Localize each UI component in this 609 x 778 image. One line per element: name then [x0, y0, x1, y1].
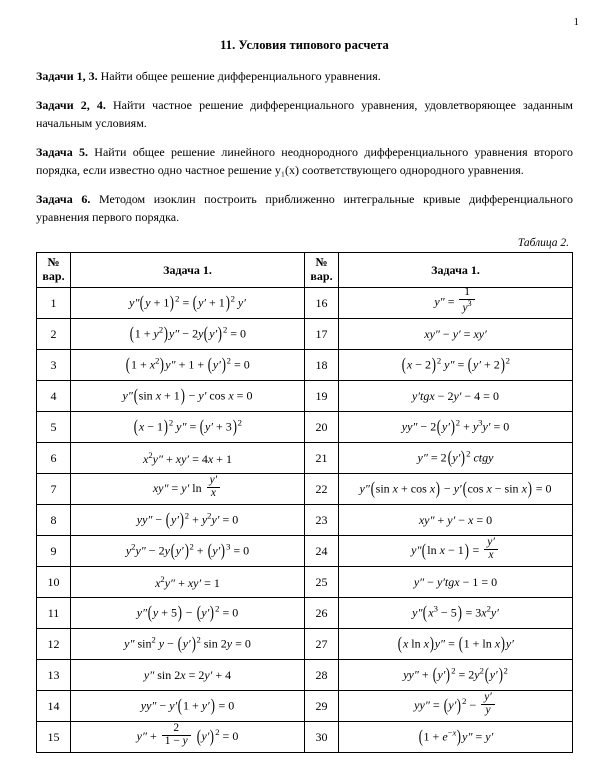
variant-number: 11: [37, 598, 71, 629]
equation-cell: xy″ = y′ ln $\frac{y'}{x}$: [71, 474, 305, 505]
header-num-line1: №: [315, 255, 328, 270]
paragraph-lead: Задача 6.: [36, 192, 91, 206]
header-num-line1: №: [47, 255, 60, 270]
variant-number: 22: [305, 474, 339, 505]
variant-number: 21: [305, 443, 339, 474]
equation-cell: y″(ln x − 1) = $\frac{y'}{x}$: [339, 536, 573, 567]
variant-number: 5: [37, 412, 71, 443]
equation-cell: $(1 + y^2)y'' - 2y(y')^2 = 0$: [71, 319, 305, 350]
page-number: 1: [573, 16, 579, 28]
table-row: [37, 629, 573, 660]
header-num-line2: вар.: [42, 269, 65, 283]
equation-cell: $y'' = 2(y')^2$ ctgy: [339, 443, 573, 474]
page-title: 11. Условия типового расчета: [220, 38, 389, 52]
variant-number: 12: [37, 629, 71, 660]
table-row: [37, 474, 573, 505]
equation-cell: $(x - 2)^2$ $y'' = (y' + 2)^2$: [339, 350, 573, 381]
equation-cell: $yy'' - 2(y')^2 + y^3y' = 0$: [339, 412, 573, 443]
equation-cell: y″ − y′tgx − 1 = 0: [339, 567, 573, 598]
variant-number: 19: [305, 381, 339, 412]
header-task-left: Задача 1.: [71, 253, 305, 288]
variant-number: 8: [37, 505, 71, 536]
equation-cell: $y^2y'' - 2y(y')^2 + (y')^3 = 0$: [71, 536, 305, 567]
table-row: [37, 598, 573, 629]
equation-cell: y″(sin x + cos x) − y′(cos x − sin x) = 0: [339, 474, 573, 505]
paragraph-tasks-1-3: [36, 67, 573, 85]
header-task-right: Задача 1.: [339, 253, 573, 288]
table-row: [37, 288, 573, 319]
equation-cell: y″ + $\frac{2}{1 - y}$ $(y')^2 = 0$: [71, 722, 305, 753]
table-row: [37, 722, 573, 753]
header-num-right: [305, 253, 339, 288]
variant-number: 30: [305, 722, 339, 753]
variant-number: 3: [37, 350, 71, 381]
table-row: [37, 319, 573, 350]
equation-cell: xy″ − y′ = xy′: [339, 319, 573, 350]
paragraph-lead: Задачи 1, 3.: [36, 69, 98, 83]
equation-cell: $(1 + x^2)y'' + 1 + (y')^2 = 0$: [71, 350, 305, 381]
paragraph-lead: Задача 5.: [36, 145, 88, 159]
paragraph-task-6: [36, 190, 573, 226]
variant-number: 17: [305, 319, 339, 350]
header-num-line2: вар.: [310, 269, 333, 283]
variant-number: 27: [305, 629, 339, 660]
equation-cell: $x^2y'' + xy' = 4x + 1$: [71, 443, 305, 474]
table-row: [37, 567, 573, 598]
variant-number: 26: [305, 598, 339, 629]
equation-cell: y′tgx − 2y′ − 4 = 0: [339, 381, 573, 412]
variant-number: 29: [305, 691, 339, 722]
equation-cell: $(x - 1)^2$ $y'' = (y' + 3)^2$: [71, 412, 305, 443]
paragraph-text: Найти общее решение дифференциального уравнения.: [97, 69, 381, 83]
variant-number: 15: [37, 722, 71, 753]
equation-cell: y″ = $\frac{1}{y^3}$: [339, 288, 573, 319]
variants-table: [36, 252, 573, 753]
equation-cell: yy″ − y′(1 + y′) = 0: [71, 691, 305, 722]
variant-number: 20: [305, 412, 339, 443]
table-row: [37, 691, 573, 722]
variant-number: 25: [305, 567, 339, 598]
table-row: [37, 443, 573, 474]
variant-number: 4: [37, 381, 71, 412]
table-row: [37, 381, 573, 412]
table-row: [37, 660, 573, 691]
table-row: [37, 350, 573, 381]
equation-cell: $yy'' = (y')^2$ − $\frac{y'}{y}$: [339, 691, 573, 722]
table-row: [37, 536, 573, 567]
header-num-left: [37, 253, 71, 288]
variant-number: 6: [37, 443, 71, 474]
variant-number: 24: [305, 536, 339, 567]
equation-cell: y″ $\sin^2 y - (y')^2$ sin 2y = 0: [71, 629, 305, 660]
document-content: [36, 38, 573, 753]
table-row: [37, 505, 573, 536]
equation-cell: $y''(y + 5) - (y')^2 = 0$: [71, 598, 305, 629]
variant-number: 13: [37, 660, 71, 691]
variant-number: 2: [37, 319, 71, 350]
variant-number: 10: [37, 567, 71, 598]
variant-number: 28: [305, 660, 339, 691]
paragraph-lead: Задачи 2, 4.: [36, 98, 106, 112]
paragraph-task-5: [36, 143, 573, 179]
equation-cell: xy″ + y′ − x = 0: [339, 505, 573, 536]
variant-number: 16: [305, 288, 339, 319]
paragraph-text: Найти частное решение дифференциального уравнения, удовлетворяющее заданным начальным условиям.: [36, 98, 574, 130]
equation-cell: $yy'' - (y')^2 + y^2y' = 0$: [71, 505, 305, 536]
variant-number: 18: [305, 350, 339, 381]
equation-cell: $x^2y'' + xy' = 1$: [71, 567, 305, 598]
table-header-row: [37, 253, 573, 288]
equation-cell: $y''(x^3 - 5) = 3x^2y'$: [339, 598, 573, 629]
variant-number: 9: [37, 536, 71, 567]
equation-cell: $(1 + e^{-x})y'' = y'$: [339, 722, 573, 753]
variant-number: 23: [305, 505, 339, 536]
equation-cell: y″ sin 2x = 2y′ + 4: [71, 660, 305, 691]
table-caption: Таблица 2.: [517, 237, 569, 249]
equation-cell: $yy'' + (y')^2 = 2y^2(y')^2$: [339, 660, 573, 691]
table-row: [37, 412, 573, 443]
paragraph-text: Методом изоклин построить приближенно интегральные кривые дифференциального уравнения первого порядка.: [36, 192, 573, 224]
equation-cell: $y''(y + 1)^2 = (y' + 1)^2$ y′: [71, 288, 305, 319]
paragraph-tasks-2-4: [36, 96, 573, 132]
variant-number: 14: [37, 691, 71, 722]
variant-number: 7: [37, 474, 71, 505]
equation-cell: y″(sin x + 1) − y′ cos x = 0: [71, 381, 305, 412]
equation-cell: (x ln x)y″ = (1 + ln x)y′: [339, 629, 573, 660]
variant-number: 1: [37, 288, 71, 319]
paragraph-text: Найти общее решение линейного неоднородного дифференциального уравнения второго порядка, если известно одно частное решение y₁(x) соответствующего однородного уравнения.: [36, 145, 573, 177]
